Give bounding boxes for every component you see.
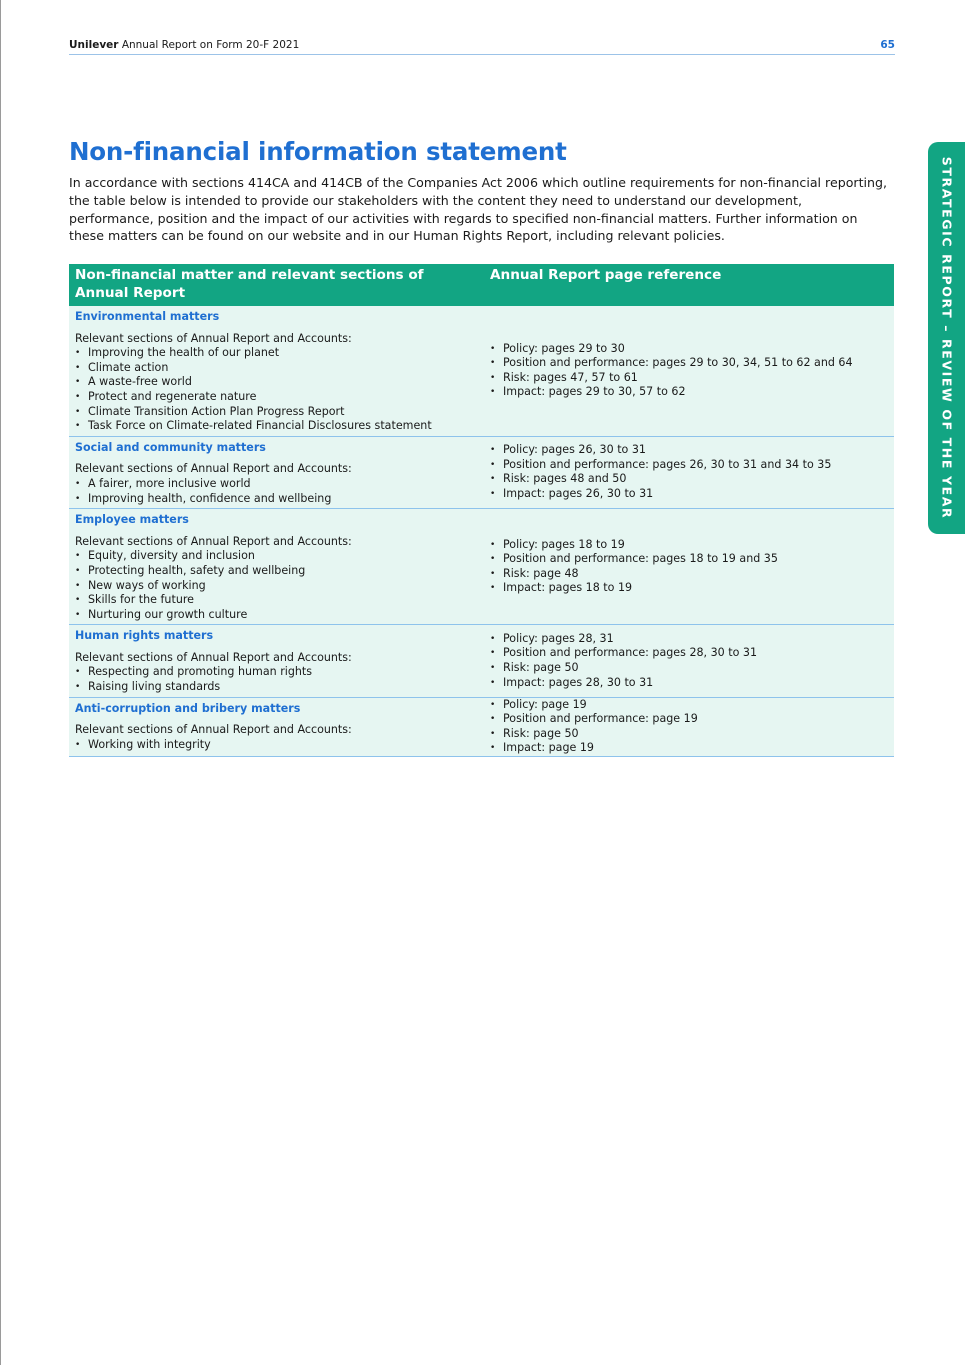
matter-cell <box>69 509 483 625</box>
reference-cell <box>483 697 894 756</box>
intro-paragraph: In accordance with sections 414CA and 414CB of the Companies Act 2006 which outline requirements for non-financial reporting, the table below is intended to provide our stakeholders with the content they need to understand our development, performance, position and the impact of our activities with regards to specified non-financial matters. Further information on these matters can be found on our website and in our Human Rights Report, including relevant policies. <box>69 175 888 244</box>
table-header-row <box>69 264 894 306</box>
list-item: • Policy: page 19 <box>490 698 888 713</box>
list-item: • Protect and regenerate nature <box>75 390 477 405</box>
list-item: • Equity, diversity and inclusion <box>75 549 477 564</box>
sections-list <box>75 665 477 694</box>
list-item: • Policy: pages 26, 30 to 31 <box>490 443 888 458</box>
matter-cell <box>69 625 483 697</box>
list-item: • New ways of working <box>75 579 477 594</box>
sections-list <box>75 477 477 506</box>
list-item: • Impact: pages 29 to 30, 57 to 62 <box>490 385 888 400</box>
matter-title: Employee matters <box>75 513 189 527</box>
list-item: • Risk: pages 48 and 50 <box>490 472 888 487</box>
list-item: • Risk: page 48 <box>490 567 888 582</box>
page-edge-rule <box>0 0 1 1365</box>
header-title: Annual Report on Form 20-F 2021 <box>121 39 300 51</box>
list-item: • Impact: pages 26, 30 to 31 <box>490 487 888 502</box>
reference-cell <box>483 436 894 508</box>
matter-title: Anti-corruption and bribery matters <box>75 701 301 715</box>
matter-cell <box>69 306 483 436</box>
list-item: • Impact: pages 18 to 19 <box>490 581 888 596</box>
table-row <box>69 436 894 508</box>
running-header <box>69 38 895 55</box>
table-row <box>69 625 894 697</box>
table-body <box>69 306 894 757</box>
table-row <box>69 697 894 756</box>
references-list <box>490 632 888 690</box>
list-item: • Risk: page 50 <box>490 727 888 742</box>
list-item: • Position and performance: pages 28, 30 to 31 <box>490 646 888 661</box>
table-row <box>69 509 894 625</box>
list-item: • A fairer, more inclusive world <box>75 477 477 492</box>
references-list <box>490 698 888 756</box>
sections-intro: Relevant sections of Annual Report and Accounts: <box>75 462 352 476</box>
list-item: • Nurturing our growth culture <box>75 608 477 623</box>
list-item: • Respecting and promoting human rights <box>75 665 477 680</box>
list-item: • Position and performance: pages 18 to 19 and 35 <box>490 552 888 567</box>
column-header-reference: Annual Report page reference <box>483 264 894 306</box>
matter-title: Social and community matters <box>75 440 266 454</box>
header-brand: Unilever <box>69 39 119 51</box>
list-item: • Position and performance: pages 29 to 30, 34, 51 to 62 and 64 <box>490 356 888 371</box>
list-item: • Improving health, confidence and wellbeing <box>75 492 477 507</box>
matter-cell <box>69 436 483 508</box>
list-item: • Climate Transition Action Plan Progress Report <box>75 405 477 420</box>
list-item: • Policy: pages 18 to 19 <box>490 538 888 553</box>
list-item: • Policy: pages 29 to 30 <box>490 342 888 357</box>
section-side-tab <box>928 142 965 534</box>
list-item: • Policy: pages 28, 31 <box>490 632 888 647</box>
references-list <box>490 538 888 596</box>
list-item: • A waste-free world <box>75 375 477 390</box>
section-side-tab-label: STRATEGIC REPORT – REVIEW OF THE YEAR <box>939 156 954 520</box>
reference-cell <box>483 625 894 697</box>
list-item: • Raising living standards <box>75 680 477 695</box>
sections-list <box>75 346 477 434</box>
list-item: • Impact: page 19 <box>490 741 888 756</box>
matter-cell <box>69 697 483 756</box>
references-list <box>490 443 888 501</box>
page-title: Non-financial information statement <box>69 137 567 166</box>
list-item: • Task Force on Climate-related Financial Disclosures statement <box>75 419 477 434</box>
list-item: • Climate action <box>75 361 477 376</box>
list-item: • Protecting health, safety and wellbeing <box>75 564 477 579</box>
list-item: • Skills for the future <box>75 593 477 608</box>
reference-cell <box>483 306 894 436</box>
column-header-matter: Non-financial matter and relevant sections of Annual Report <box>69 264 483 306</box>
matter-title: Human rights matters <box>75 629 214 643</box>
sections-intro: Relevant sections of Annual Report and Accounts: <box>75 534 352 548</box>
references-list <box>490 342 888 400</box>
list-item: • Working with integrity <box>75 738 477 753</box>
list-item: • Risk: page 50 <box>490 661 888 676</box>
matter-title: Environmental matters <box>75 310 220 323</box>
sections-list <box>75 549 477 622</box>
list-item: • Impact: pages 28, 30 to 31 <box>490 676 888 691</box>
non-financial-table <box>69 264 894 757</box>
table-row <box>69 306 894 436</box>
list-item: • Risk: pages 47, 57 to 61 <box>490 371 888 386</box>
page-number: 65 <box>880 39 895 51</box>
list-item: • Position and performance: pages 26, 30 to 31 and 34 to 35 <box>490 458 888 473</box>
list-item: • Position and performance: page 19 <box>490 712 888 727</box>
sections-list <box>75 738 477 753</box>
reference-cell <box>483 509 894 625</box>
sections-intro: Relevant sections of Annual Report and Accounts: <box>75 723 352 737</box>
sections-intro: Relevant sections of Annual Report and Accounts: <box>75 650 352 664</box>
list-item: • Improving the health of our planet <box>75 346 477 361</box>
sections-intro: Relevant sections of Annual Report and Accounts: <box>75 331 352 345</box>
